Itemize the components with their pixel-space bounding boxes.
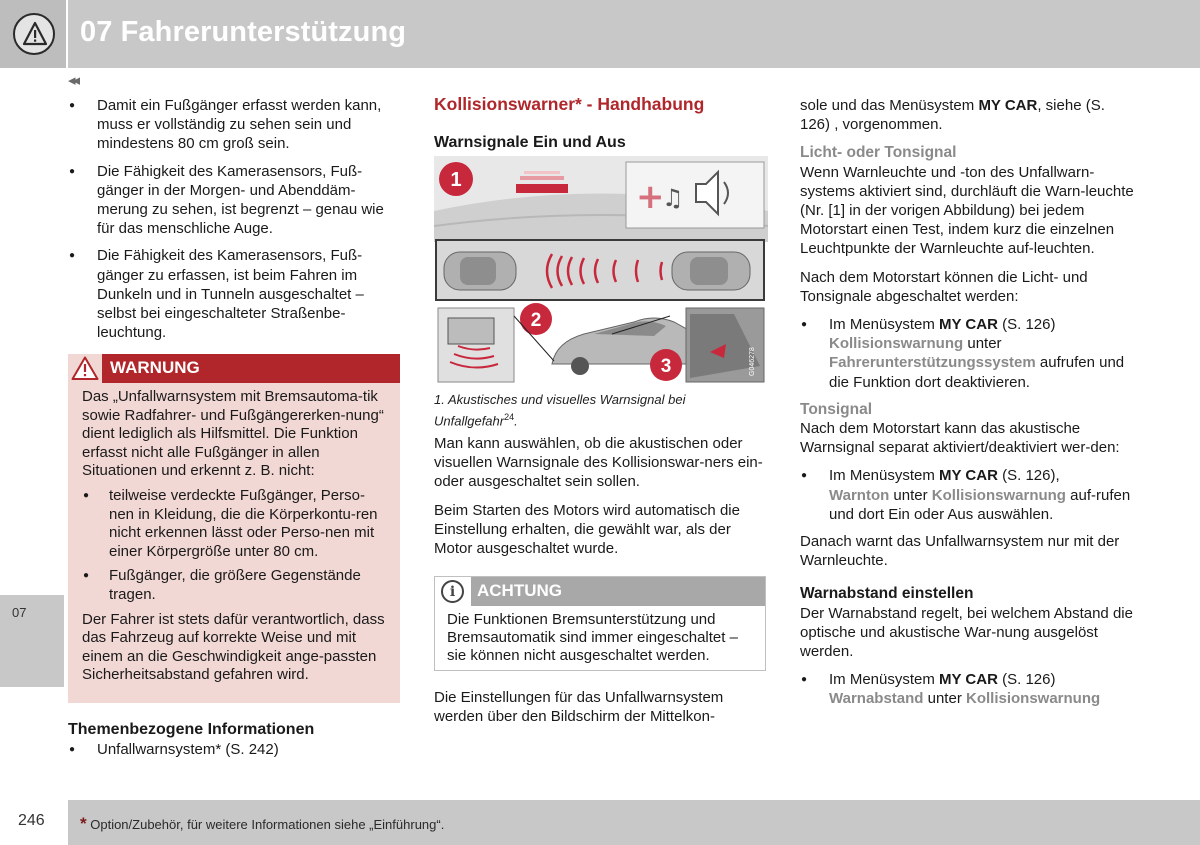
list-item: ● teilweise verdeckte Fußgänger, Perso-nen in Kleidung, die die Körperkontu-ren nicht erkennen lässt oder Perso-nen mit einer Körpergröße unter 80 cm. xyxy=(82,487,386,561)
chapter-tab[interactable] xyxy=(0,595,64,687)
menu-link-kollisionswarnung[interactable]: Kollisionswarnung xyxy=(931,486,1066,504)
list-item: ● Im Menüsystem MY CAR (S. 126) Warnabstand unter Kollisionswarnung xyxy=(800,670,1134,708)
svg-text:3: 3 xyxy=(660,356,672,377)
list-item: ● Fußgänger, die größere Gegenstände tragen. xyxy=(82,567,386,604)
section-subtitle: Warnsignale Ein und Aus xyxy=(434,134,626,152)
warning-triangle-icon xyxy=(13,13,55,55)
menu-link-warnabstand[interactable]: Warnabstand xyxy=(829,690,924,708)
licht-heading: Licht- oder Tonsignal xyxy=(800,144,957,162)
caution-text: Die Funktionen Bremsunterstützung und Bremsautomatik sind immer eingeschaltet – sie können nicht ausgeschaltet werden. xyxy=(447,611,738,664)
chapter-header xyxy=(0,0,1200,68)
right-column xyxy=(800,96,1134,717)
svg-text:+: + xyxy=(636,177,665,217)
car-topview-icon xyxy=(672,252,750,290)
footer-bar xyxy=(68,800,1200,845)
paragraph: Nach dem Motorstart können die Licht- und Tonsignale abgeschaltet werden: xyxy=(800,268,1088,305)
middle-footer-text xyxy=(434,688,768,735)
header-icon-box xyxy=(0,0,68,68)
paragraph: Man kann auswählen, ob die akustischen oder visuellen Warnsignale des Kollisionswar-ners ein- oder ausgeschaltet sein sollen. xyxy=(434,435,763,491)
paragraph: sole und das Menüsystem MY CAR, siehe (S. 126) , vorgenommen. xyxy=(800,97,1105,134)
paragraph: Beim Starten des Motors wird automatisch die Einstellung erhalten, die gewählt war, als der Motor ausgeschaltet wurde. xyxy=(434,501,740,558)
marker-1 xyxy=(439,162,473,196)
menu-link-kollisionswarnung[interactable]: Kollisionswarnung xyxy=(829,335,964,353)
page-number: 246 xyxy=(18,812,45,829)
caution-box-header xyxy=(435,577,765,606)
footer-note: * Option/Zubehör, für weitere Informationen siehe „Einführung“. xyxy=(80,814,445,833)
figure-caption: 1. Akustisches und visuelles Warnsignal bei Unfallgefahr$^{24}$. xyxy=(434,392,686,428)
related-heading: Themenbezogene Informationen xyxy=(68,721,315,738)
list-item: ● Damit ein Fußgänger erfasst werden kann, muss er vollständig zu sehen sein und mindestens 80 cm groß sein. xyxy=(68,96,390,154)
list-item: ● Im Menüsystem MY CAR (S. 126) Kollisionswarnung unter Fahrerunterstützungssystem aufrufen und die Funktion dort deaktivieren. xyxy=(800,315,1134,392)
menu-link-warnton[interactable]: Warnton xyxy=(829,486,890,504)
abstand-heading: Warnabstand einstellen xyxy=(800,585,974,603)
menu-link-kollisionswarnung[interactable]: Kollisionswarnung xyxy=(965,690,1101,708)
list-item: ● Im Menüsystem MY CAR (S. 126), Warnton unter Kollisionswarnung auf-rufen und dort Ein oder Aus auswählen. xyxy=(800,466,1134,524)
menu-link-fahrerunterstuetzung[interactable]: Fahrerunterstützungssystem xyxy=(829,354,1036,372)
svg-text:2: 2 xyxy=(530,310,542,331)
related-info xyxy=(68,720,390,767)
middle-body xyxy=(434,434,768,567)
left-column xyxy=(68,96,390,350)
paragraph: Wenn Warnleuchte und -ton des Unfallwarn-systems aktiviert sind, durchläuft die Warn-leuchte (Nr. [1] in der vorigen Abbildung) bei jedem Motorstart einen Test, indem kurz die einzelnen Leuchtpunkte der Warnleuchte auf-leuchten. xyxy=(800,163,1134,258)
marker-2 xyxy=(520,303,552,335)
ton-heading: Tonsignal xyxy=(800,400,873,418)
caution-box xyxy=(434,576,766,671)
related-link[interactable]: ● Unfallwarnsystem* (S. 242) xyxy=(68,740,390,759)
back-nav-icon[interactable]: ◂◂ xyxy=(68,72,78,89)
info-icon: i xyxy=(435,577,471,606)
car-topview-icon xyxy=(444,252,516,290)
paragraph: Die Einstellungen für das Unfallwarnsystem werden über den Bildschirm der Mittelkon- xyxy=(434,689,724,726)
svg-text:1: 1 xyxy=(450,169,462,191)
paragraph: Nach dem Motorstart kann das akustische Warnsignal separat aktiviert/deaktiviert wer-den: xyxy=(800,420,1120,457)
warning-label: WARNUNG xyxy=(110,358,200,377)
paragraph: Der Warnabstand regelt, bei welchem Abstand die optische und akustische War-nung ausgelöst werden. xyxy=(800,604,1133,661)
warning-triangle-icon xyxy=(68,354,102,383)
warning-box-header xyxy=(68,354,400,383)
svg-text:♫: ♫ xyxy=(662,184,684,212)
caution-label: ACHTUNG xyxy=(477,581,562,600)
warning-outro: Der Fahrer ist stets dafür verantwortlich, dass das Fahrzeug auf korrekte Weise und mit einem an die Geschwindigkeit ange-passten Sicherheitsabstand gefahren wird. xyxy=(82,610,385,684)
marker-3 xyxy=(650,349,682,381)
illustration-code: G046278 xyxy=(749,347,756,376)
chapter-title: 07 Fahrerunterstützung xyxy=(80,16,407,48)
paragraph: Danach warnt das Unfallwarnsystem nur mit der Warnleuchte. xyxy=(800,533,1120,570)
warning-box xyxy=(68,354,400,703)
list-item: ● Die Fähigkeit des Kamerasensors, Fuß-gänger zu erfassen, ist beim Fahren im Dunkeln und in Tunneln ausgeschaltet – selbst bei eingeschalteter Straßenbe-leuchtung. xyxy=(68,246,390,342)
warning-signal-illustration xyxy=(434,156,768,386)
chapter-tab-label: 07 xyxy=(12,605,27,620)
warning-intro: Das „Unfallwarnsystem mit Bremsautoma-tik sowie Radfahrer- und Fußgängererken-nung“ dient lediglich als Hilfsmittel. Die Funktion erfasst nicht alle Fußgänger in allen Situationen und erkennt z. B. nicht: xyxy=(82,388,384,480)
list-item: ● Die Fähigkeit des Kamerasensors, Fuß-gänger in der Morgen- und Abenddäm-merung zu sehen, ist begrenzt – genau wie für das menschliche Auge. xyxy=(68,162,390,239)
middle-header xyxy=(434,95,768,152)
section-title: Kollisionswarner* - Handhabung xyxy=(434,94,705,114)
